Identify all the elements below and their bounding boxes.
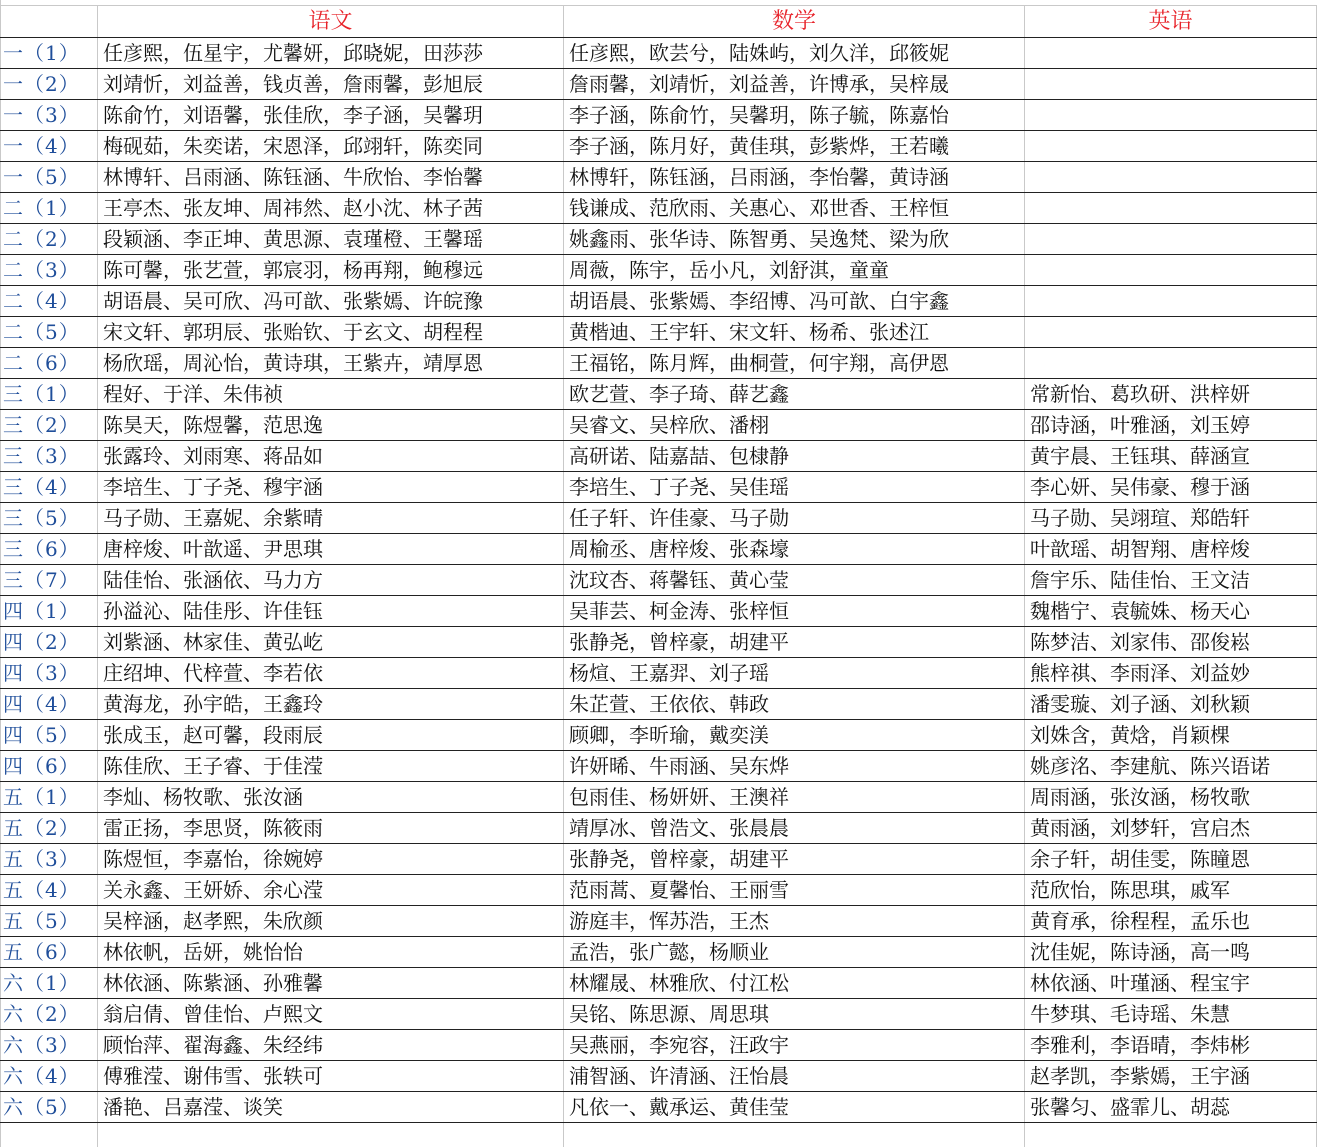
english-cell[interactable] xyxy=(1025,286,1317,317)
chinese-cell[interactable]: 关永鑫、王妍娇、余心滢 xyxy=(98,875,564,906)
class-cell[interactable]: 五（1） xyxy=(1,782,98,813)
table-row xyxy=(1,286,1317,317)
empty-row xyxy=(1,1123,1317,1147)
chinese-cell[interactable]: 林依帆，岳妍，姚怡怡 xyxy=(98,937,564,968)
class-cell[interactable]: 五（4） xyxy=(1,875,98,906)
class-cell[interactable]: 一（5） xyxy=(1,162,98,193)
english-cell[interactable]: 赵孝凯，李紫嫣，王宇涵 xyxy=(1025,1061,1317,1092)
chinese-cell[interactable]: 陈佳欣、王子睿、于佳滢 xyxy=(98,751,564,782)
chinese-cell[interactable]: 唐梓焌、叶歆遥、尹思琪 xyxy=(98,534,564,565)
math-cell[interactable]: 周榆丞、唐梓焌、张森壕 xyxy=(564,534,1025,565)
chinese-cell[interactable]: 陈俞竹，刘语馨，张佳欣，李子涵，吴馨玥 xyxy=(98,100,564,131)
class-cell[interactable]: 三（6） xyxy=(1,534,98,565)
class-cell[interactable]: 四（3） xyxy=(1,658,98,689)
table-row xyxy=(1,100,1317,131)
table-row xyxy=(1,813,1317,844)
english-cell[interactable] xyxy=(1025,224,1317,255)
english-cell[interactable]: 熊梓祺、李雨泽、刘益妙 xyxy=(1025,658,1317,689)
english-cell[interactable]: 李雅利，李语晴，李炜彬 xyxy=(1025,1030,1317,1061)
math-cell[interactable]: 张静尧，曾梓豪，胡建平 xyxy=(564,627,1025,658)
class-cell[interactable]: 五（6） xyxy=(1,937,98,968)
class-cell[interactable]: 二（3） xyxy=(1,255,98,286)
math-cell[interactable]: 张静尧，曾梓豪，胡建平 xyxy=(564,844,1025,875)
table-row xyxy=(1,875,1317,906)
chinese-cell[interactable]: 任彦熙，伍星宇，尤馨妍，邱晓妮，田莎莎 xyxy=(98,38,564,69)
english-cell[interactable]: 范欣怡，陈思琪，戚军 xyxy=(1025,875,1317,906)
english-cell[interactable]: 沈佳妮，陈诗涵，高一鸣 xyxy=(1025,937,1317,968)
table-row xyxy=(1,596,1317,627)
english-cell[interactable]: 张馨匀、盛霏儿、胡蕊 xyxy=(1025,1092,1317,1123)
chinese-cell[interactable]: 段颖涵、李正坤、黄思源、袁瑾橙、王馨瑶 xyxy=(98,224,564,255)
chinese-cell[interactable]: 陈煜恒，李嘉怡，徐婉婷 xyxy=(98,844,564,875)
table-row xyxy=(1,658,1317,689)
english-cell[interactable]: 常新怡、葛玖研、洪梓妍 xyxy=(1025,379,1317,410)
math-cell[interactable]: 任子轩、许佳豪、马子勋 xyxy=(564,503,1025,534)
math-cell[interactable]: 包雨佳、杨妍妍、王澳祥 xyxy=(564,782,1025,813)
empty-cell[interactable] xyxy=(564,1123,1025,1147)
math-cell[interactable]: 姚鑫雨、张华诗、陈智勇、吴逸梵、梁为欣 xyxy=(564,224,1025,255)
chinese-cell[interactable]: 孙溢沁、陆佳彤、许佳钰 xyxy=(98,596,564,627)
math-cell[interactable]: 沈玟杏、蒋馨钰、黄心莹 xyxy=(564,565,1025,596)
class-cell[interactable]: 六（5） xyxy=(1,1092,98,1123)
english-cell[interactable]: 刘姝含，黄焓，肖颖棵 xyxy=(1025,720,1317,751)
math-cell[interactable]: 朱芷萱、王依依、韩政 xyxy=(564,689,1025,720)
chinese-cell[interactable]: 傅雅滢、谢伟雪、张轶可 xyxy=(98,1061,564,1092)
math-cell[interactable]: 许妍晞、牛雨涵、吴东烨 xyxy=(564,751,1025,782)
table-row xyxy=(1,348,1317,379)
class-cell[interactable]: 四（5） xyxy=(1,720,98,751)
chinese-cell[interactable]: 翁启倩、曾佳怡、卢熙文 xyxy=(98,999,564,1030)
english-cell[interactable] xyxy=(1025,131,1317,162)
english-cell[interactable] xyxy=(1025,69,1317,100)
class-cell[interactable]: 二（2） xyxy=(1,224,98,255)
math-cell[interactable]: 李子涵，陈月好，黄佳琪，彭紫烨，王若曦 xyxy=(564,131,1025,162)
english-cell[interactable]: 潘雯璇、刘子涵、刘秋颖 xyxy=(1025,689,1317,720)
english-cell[interactable]: 李心妍、吴伟豪、穆于涵 xyxy=(1025,472,1317,503)
english-cell[interactable]: 邵诗涵，叶雅涵，刘玉婷 xyxy=(1025,410,1317,441)
math-cell[interactable]: 黄楷迪、王宇轩、宋文轩、杨希、张述江 xyxy=(564,317,1025,348)
class-cell[interactable]: 五（5） xyxy=(1,906,98,937)
chinese-cell[interactable]: 胡语晨、吴可欣、冯可歆、张紫嫣、许皖豫 xyxy=(98,286,564,317)
table-row xyxy=(1,193,1317,224)
chinese-cell[interactable]: 程好、于洋、朱伟祯 xyxy=(98,379,564,410)
class-cell[interactable]: 六（4） xyxy=(1,1061,98,1092)
table-row xyxy=(1,565,1317,596)
english-cell[interactable]: 叶歆瑶、胡智翔、唐梓焌 xyxy=(1025,534,1317,565)
class-cell[interactable]: 一（3） xyxy=(1,100,98,131)
class-cell[interactable]: 六（1） xyxy=(1,968,98,999)
table-row xyxy=(1,38,1317,69)
class-cell[interactable]: 六（2） xyxy=(1,999,98,1030)
class-cell[interactable]: 二（1） xyxy=(1,193,98,224)
class-cell[interactable]: 四（2） xyxy=(1,627,98,658)
english-cell[interactable] xyxy=(1025,348,1317,379)
class-cell[interactable]: 三（5） xyxy=(1,503,98,534)
chinese-cell[interactable]: 杨欣瑶，周沁怡，黄诗琪，王紫卉，靖厚恩 xyxy=(98,348,564,379)
english-cell[interactable] xyxy=(1025,255,1317,286)
table-row xyxy=(1,1092,1317,1123)
math-cell[interactable]: 浦智涵、许清涵、汪怡晨 xyxy=(564,1061,1025,1092)
header-cell-class[interactable] xyxy=(1,6,98,38)
class-cell[interactable]: 四（1） xyxy=(1,596,98,627)
math-cell[interactable]: 李子涵，陈俞竹，吴馨玥，陈子毓，陈嘉怡 xyxy=(564,100,1025,131)
english-cell[interactable] xyxy=(1025,193,1317,224)
table-body xyxy=(1,6,1317,1147)
english-cell[interactable] xyxy=(1025,38,1317,69)
table-row xyxy=(1,906,1317,937)
math-cell[interactable]: 任彦熙，欧芸兮，陆姝屿，刘久洋，邱筱妮 xyxy=(564,38,1025,69)
chinese-cell[interactable]: 林依涵、陈紫涵、孙雅馨 xyxy=(98,968,564,999)
empty-cell[interactable] xyxy=(98,1123,564,1147)
chinese-cell[interactable]: 林博轩、吕雨涵、陈钰涵、牛欣怡、李怡馨 xyxy=(98,162,564,193)
english-cell[interactable]: 黄育承，徐程程，孟乐也 xyxy=(1025,906,1317,937)
class-cell[interactable]: 二（5） xyxy=(1,317,98,348)
empty-cell[interactable] xyxy=(1025,1123,1317,1147)
english-cell[interactable]: 詹宇乐、陆佳怡、王文洁 xyxy=(1025,565,1317,596)
math-cell[interactable]: 范雨蒿、夏馨怡、王丽雪 xyxy=(564,875,1025,906)
class-cell[interactable]: 一（4） xyxy=(1,131,98,162)
table-row xyxy=(1,534,1317,565)
header-cell-chinese[interactable]: 语文 xyxy=(98,6,564,38)
table-row xyxy=(1,1030,1317,1061)
chinese-cell[interactable]: 李灿、杨牧歌、张汝涵 xyxy=(98,782,564,813)
chinese-cell[interactable]: 庄绍坤、代梓萱、李若依 xyxy=(98,658,564,689)
math-cell[interactable]: 吴睿文、吴梓欣、潘栩 xyxy=(564,410,1025,441)
class-cell[interactable]: 三（2） xyxy=(1,410,98,441)
math-cell[interactable]: 李培生、丁子尧、吴佳瑶 xyxy=(564,472,1025,503)
english-cell[interactable]: 周雨涵，张汝涵，杨牧歌 xyxy=(1025,782,1317,813)
table-row xyxy=(1,317,1317,348)
table-row xyxy=(1,689,1317,720)
english-cell[interactable]: 牛梦琪、毛诗瑶、朱慧 xyxy=(1025,999,1317,1030)
math-cell[interactable]: 游庭丰，恽苏浩，王杰 xyxy=(564,906,1025,937)
english-cell[interactable]: 魏楷宁、袁毓姝、杨天心 xyxy=(1025,596,1317,627)
class-cell[interactable]: 四（6） xyxy=(1,751,98,782)
english-cell[interactable]: 马子勋、吴翊瑄、郑皓轩 xyxy=(1025,503,1317,534)
math-cell[interactable]: 吴燕丽，李宛容，汪政宇 xyxy=(564,1030,1025,1061)
chinese-cell[interactable]: 潘艳、吕嘉滢、谈笑 xyxy=(98,1092,564,1123)
class-cell[interactable]: 五（3） xyxy=(1,844,98,875)
chinese-cell[interactable]: 雷正扬，李思贤，陈筱雨 xyxy=(98,813,564,844)
english-cell[interactable]: 余子轩，胡佳雯，陈瞳恩 xyxy=(1025,844,1317,875)
table-row xyxy=(1,69,1317,100)
chinese-cell[interactable]: 李培生、丁子尧、穆宇涵 xyxy=(98,472,564,503)
table-row xyxy=(1,751,1317,782)
table-row xyxy=(1,937,1317,968)
english-cell[interactable]: 林依涵、叶瑾涵、程宝宇 xyxy=(1025,968,1317,999)
math-cell[interactable]: 周薇，陈宇，岳小凡，刘舒淇，童童 xyxy=(564,255,1025,286)
class-cell[interactable]: 三（4） xyxy=(1,472,98,503)
header-cell-english[interactable]: 英语 xyxy=(1025,6,1317,38)
class-cell[interactable]: 三（1） xyxy=(1,379,98,410)
math-cell[interactable]: 吴铭、陈思源、周思琪 xyxy=(564,999,1025,1030)
chinese-cell[interactable]: 陈昊天，陈煜馨，范思逸 xyxy=(98,410,564,441)
class-cell[interactable]: 一（2） xyxy=(1,69,98,100)
chinese-cell[interactable]: 顾怡萍、翟海鑫、朱经纬 xyxy=(98,1030,564,1061)
math-cell[interactable]: 孟浩，张广懿，杨顺业 xyxy=(564,937,1025,968)
math-cell[interactable]: 詹雨馨，刘靖忻，刘益善，许博承，吴梓晟 xyxy=(564,69,1025,100)
math-cell[interactable]: 欧艺萱、李子琦、薛艺鑫 xyxy=(564,379,1025,410)
table-row xyxy=(1,224,1317,255)
class-cell[interactable]: 三（3） xyxy=(1,441,98,472)
student-table xyxy=(0,5,1317,1147)
chinese-cell[interactable]: 刘靖忻，刘益善，钱贞善，詹雨馨，彭旭辰 xyxy=(98,69,564,100)
class-cell[interactable]: 二（4） xyxy=(1,286,98,317)
table-row xyxy=(1,627,1317,658)
math-cell[interactable]: 靖厚冰、曾浩文、张晨晨 xyxy=(564,813,1025,844)
english-cell[interactable]: 陈梦洁、刘家伟、邵俊崧 xyxy=(1025,627,1317,658)
header-row xyxy=(1,6,1317,38)
table-row xyxy=(1,844,1317,875)
english-cell[interactable] xyxy=(1025,162,1317,193)
table-row xyxy=(1,131,1317,162)
math-cell[interactable]: 吴菲芸、柯金涛、张梓恒 xyxy=(564,596,1025,627)
class-cell[interactable]: 一（1） xyxy=(1,38,98,69)
class-cell[interactable]: 五（2） xyxy=(1,813,98,844)
chinese-cell[interactable]: 宋文轩、郭玥辰、张贻钦、于玄文、胡程程 xyxy=(98,317,564,348)
table-row xyxy=(1,1061,1317,1092)
table-row xyxy=(1,379,1317,410)
math-cell[interactable]: 高研诺、陆嘉喆、包棣静 xyxy=(564,441,1025,472)
chinese-cell[interactable]: 吴梓涵，赵孝熙，朱欣颜 xyxy=(98,906,564,937)
table-row xyxy=(1,968,1317,999)
math-cell[interactable]: 顾卿，李昕瑜，戴奕渼 xyxy=(564,720,1025,751)
english-cell[interactable]: 黄宇晨、王钰琪、薛涵宣 xyxy=(1025,441,1317,472)
math-cell[interactable]: 杨煊、王嘉羿、刘子瑶 xyxy=(564,658,1025,689)
math-cell[interactable]: 钱谦成、范欣雨、关惠心、邓世香、王梓恒 xyxy=(564,193,1025,224)
english-cell[interactable]: 黄雨涵，刘梦轩，宫启杰 xyxy=(1025,813,1317,844)
class-cell[interactable]: 四（4） xyxy=(1,689,98,720)
table-row xyxy=(1,255,1317,286)
math-cell[interactable]: 胡语晨、张紫嫣、李绍博、冯可歆、白宇鑫 xyxy=(564,286,1025,317)
math-cell[interactable]: 王福铭，陈月辉，曲桐萱，何宇翔，高伊恩 xyxy=(564,348,1025,379)
english-cell[interactable] xyxy=(1025,100,1317,131)
chinese-cell[interactable]: 张成玉，赵可馨，段雨辰 xyxy=(98,720,564,751)
math-cell[interactable]: 林耀晟、林雅欣、付江松 xyxy=(564,968,1025,999)
chinese-cell[interactable]: 张露玲、刘雨寒、蒋品如 xyxy=(98,441,564,472)
table-row xyxy=(1,720,1317,751)
chinese-cell[interactable]: 马子勋、王嘉妮、余紫晴 xyxy=(98,503,564,534)
english-cell[interactable] xyxy=(1025,317,1317,348)
empty-cell[interactable] xyxy=(1,1123,98,1147)
chinese-cell[interactable]: 陈可馨，张艺萱，郭宸羽，杨再翔，鲍穆远 xyxy=(98,255,564,286)
table-row xyxy=(1,410,1317,441)
chinese-cell[interactable]: 陆佳怡、张涵依、马力方 xyxy=(98,565,564,596)
chinese-cell[interactable]: 黄海龙，孙宇皓，王鑫玲 xyxy=(98,689,564,720)
table-row xyxy=(1,782,1317,813)
header-cell-math[interactable]: 数学 xyxy=(564,6,1025,38)
table-row xyxy=(1,503,1317,534)
table-row xyxy=(1,999,1317,1030)
class-cell[interactable]: 二（6） xyxy=(1,348,98,379)
class-cell[interactable]: 六（3） xyxy=(1,1030,98,1061)
chinese-cell[interactable]: 王亭杰、张友坤、周祎然、赵小沈、林子茜 xyxy=(98,193,564,224)
chinese-cell[interactable]: 梅砚茹，朱奕诺，宋恩泽，邱翊轩，陈奕同 xyxy=(98,131,564,162)
table-row xyxy=(1,162,1317,193)
chinese-cell[interactable]: 刘紫涵、林家佳、黄弘屹 xyxy=(98,627,564,658)
math-cell[interactable]: 林博轩，陈钰涵，吕雨涵，李怡馨，黄诗涵 xyxy=(564,162,1025,193)
math-cell[interactable]: 凡依一、戴承运、黄佳莹 xyxy=(564,1092,1025,1123)
english-cell[interactable]: 姚彦洺、李建航、陈兴语诺 xyxy=(1025,751,1317,782)
table-row xyxy=(1,472,1317,503)
class-cell[interactable]: 三（7） xyxy=(1,565,98,596)
table-row xyxy=(1,441,1317,472)
